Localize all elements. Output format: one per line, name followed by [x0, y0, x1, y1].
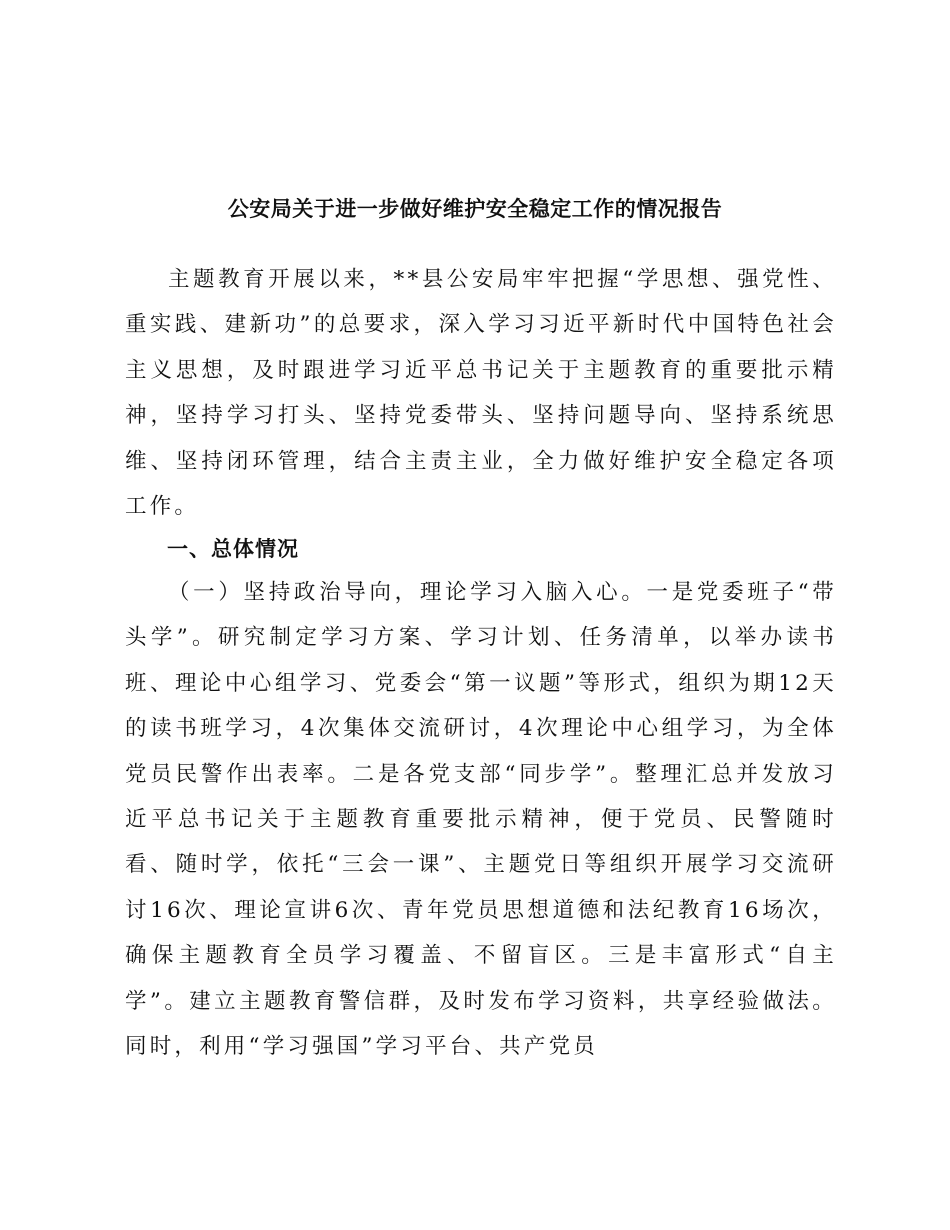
paragraph-body: 一是党委班子“带头学”。研究制定学习方案、学习计划、任务清单，以举办读书班、理论中心组学习、党委会“第一议题”等形式，组织为期12天的读书班学习，4次集体交流研讨，4次理论中心组学习，为全体党员民警作出表率。二是各党支部“同步学”。整理汇总并发放习近平总书记关于主题教育重要批示精神，便于党员、民警随时看、随时学，依托“三会一课”、主题党日等组织开展学习交流研讨16次、理论宣讲6次、青年党员思想道德和法纪教育16场次，确保主题教育全员学习覆盖、不留盲区。三是丰富形式“自主学”。建立主题教育警信群，及时发布学习资料，共享经验做法。同时，利用“学习强国”学习平台、共产党员 — [125, 580, 837, 1060]
section-paragraph — [125, 570, 837, 1069]
paragraph-lead: （一）坚持政治导向，理论学习入脑入心。 — [168, 580, 647, 605]
intro-paragraph: 主题教育开展以来，**县公安局牢牢把握“学思想、强党性、重实践、建新功”的总要求，深入学习习近平新时代中国特色社会主义思想，及时跟进学习近平总书记关于主题教育的重要批示精神，坚持学习打头、坚持党委带头、坚持问题导向、坚持系统思维、坚持闭环管理，结合主责主业，全力做好维护安全稳定各项工作。 — [125, 267, 837, 520]
document-title: 公安局关于进一步做好维护安全稳定工作的情况报告 — [227, 196, 723, 221]
section-heading: 一、总体情况 — [167, 537, 299, 561]
